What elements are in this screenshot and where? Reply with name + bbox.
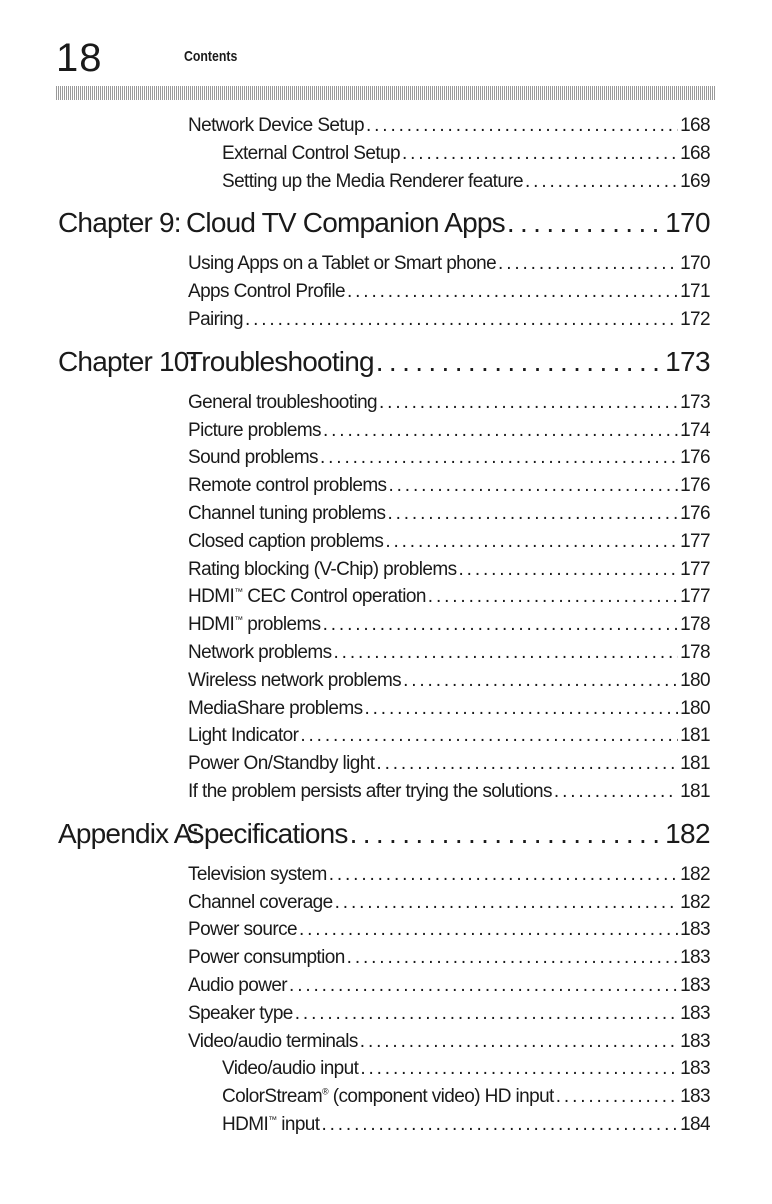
dot-leader [347,278,678,306]
toc-entry[interactable] [188,278,710,306]
toc-entry[interactable] [188,472,710,500]
toc-entry-text: Television system [188,863,327,885]
toc-page-number: 170 [663,195,710,250]
dot-leader [321,1111,678,1139]
dot-leader [385,528,678,556]
toc-entry-text: Wireless network problems [188,669,402,691]
dot-leader [295,1000,678,1028]
toc-entry-text: Light Indicator [188,725,299,747]
dot-leader [245,306,678,334]
dot-leader [556,1083,678,1111]
toc-entry-title [188,695,364,723]
toc-entry-title [188,861,329,889]
toc-entry[interactable] [222,1111,710,1139]
toc-entry[interactable] [188,861,710,889]
toc-entry-title [188,112,366,140]
toc-page-number: 177 [678,556,710,584]
toc-entry-text: General troubleshooting [188,391,378,413]
dot-leader [360,1055,678,1083]
dot-leader [388,472,678,500]
toc-page-number: 169 [678,168,710,196]
toc-entry-text: Rating blocking (V-Chip) problems [188,558,457,580]
toc-page-number: 183 [678,916,710,944]
toc-page-number: 184 [678,1111,710,1139]
toc-entry-text-continued: CEC Control operation [242,586,426,608]
toc-entry[interactable] [188,250,710,278]
toc-page-number: 176 [678,500,710,528]
toc-entry-title [188,889,335,917]
toc-entry-title [222,1083,556,1111]
toc-entry[interactable] [188,667,710,695]
dot-leader [300,722,678,750]
toc-entry[interactable] [188,778,710,806]
toc-entry-text: Remote control problems [188,475,387,497]
toc-entry-text: ColorStream [222,1086,323,1108]
chapter-label: Chapter 10: [58,345,196,377]
toc-page-number: 181 [678,722,710,750]
toc-page-number: 168 [678,112,710,140]
toc-page-number: 183 [678,1000,710,1028]
toc-entry[interactable] [188,556,710,584]
toc-page-number: 177 [678,583,710,611]
toc-entry-text: Setting up the Media Renderer feature [222,170,524,192]
toc-page-number: 178 [678,639,710,667]
toc-entry-text: External Control Setup [222,142,400,164]
dot-leader [507,195,663,250]
toc-entry-title [222,1111,321,1139]
toc-entry-text: Power consumption [188,947,345,969]
toc-page-number: 180 [678,667,710,695]
toc-entry[interactable] [222,168,710,196]
toc-entry[interactable] [188,639,710,667]
toc-page-number: 174 [678,417,710,445]
toc-entry[interactable] [188,583,710,611]
toc-entry[interactable] [188,972,710,1000]
toc-entry-text: Picture problems [188,419,321,441]
toc-entry-text: Using Apps on a Tablet or Smart phone [188,253,497,275]
toc-entry-text: Power source [188,919,297,941]
toc-entry-title [188,556,459,584]
section-title: Contents [184,48,238,65]
dot-leader [376,750,678,778]
toc-entry-title [222,1055,360,1083]
chapter-heading [58,195,507,250]
toc-entry[interactable] [222,140,710,168]
trademark-mark: ™ [268,1114,277,1125]
toc-entry[interactable] [188,944,710,972]
toc-page-number: 183 [678,1083,710,1111]
toc-entry-title [188,417,323,445]
toc-chapter-entry[interactable] [58,806,710,861]
toc-entry-title [188,611,323,639]
toc-entry[interactable] [188,112,710,140]
toc-entry-title [222,168,525,196]
toc-entry-title [188,583,428,611]
dot-leader [320,444,678,472]
toc-page-number: 170 [678,250,710,278]
toc-entry[interactable] [188,916,710,944]
chapter-label: Appendix A: [58,817,199,849]
toc-entry[interactable] [188,1000,710,1028]
toc-entry-title [188,444,320,472]
trademark-mark: ™ [234,587,243,598]
dot-leader [459,556,679,584]
toc-entry[interactable] [188,444,710,472]
dot-leader [299,916,678,944]
trademark-mark: ® [322,1086,329,1097]
toc-entry-title [188,778,554,806]
chapter-title: Cloud TV Companion Apps [186,207,505,239]
toc-entry-text-continued: problems [242,614,321,636]
chapter-title: Specifications [186,817,348,849]
toc-entry-title [188,750,376,778]
toc-entry-title [188,972,289,1000]
toc-entry[interactable] [188,1028,710,1056]
toc-page-number: 173 [678,389,710,417]
dot-leader [335,889,678,917]
toc-entry-title [188,1000,295,1028]
dot-leader [366,112,678,140]
toc-entry-text-continued: input [276,1113,320,1135]
dot-leader [329,861,678,889]
toc-entry-title [188,722,300,750]
toc-page-number: 173 [663,334,710,389]
toc-page-number: 181 [678,778,710,806]
toc-page-number: 180 [678,695,710,723]
page-header [56,36,716,80]
page-number: 18 [56,36,103,80]
toc-entry-title [188,250,498,278]
toc-page-number: 183 [678,972,710,1000]
toc-page-number: 178 [678,611,710,639]
dot-leader [364,695,678,723]
toc-entry-text-continued: (component video) HD input [328,1086,554,1108]
toc-entry[interactable] [188,889,710,917]
toc-page-number: 171 [678,278,710,306]
toc-page-number: 183 [678,944,710,972]
chapter-title: Troubleshooting [186,345,374,377]
toc-entry-title [188,1028,360,1056]
toc-page-number: 176 [678,472,710,500]
trademark-mark: ™ [234,614,243,625]
toc-entry-text: Channel coverage [188,891,333,913]
toc-entry-title [188,944,347,972]
toc-entry[interactable] [188,389,710,417]
dot-leader [376,334,663,389]
toc-entry-text: HDMI [188,586,235,608]
toc-entry-title [188,306,245,334]
toc-entry-title [188,472,388,500]
toc-page-number: 172 [678,306,710,334]
toc-entry-text: Apps Control Profile [188,281,345,303]
chapter-label: Chapter 9: [58,207,181,239]
toc-entry[interactable] [188,722,710,750]
chapter-heading [58,334,376,389]
toc-entry-text: Pairing [188,308,243,330]
toc-entry-text: HDMI [222,1113,269,1135]
toc-entry-text: Speaker type [188,1002,293,1024]
toc-entry-text: Closed caption problems [188,530,384,552]
toc-entry-title [188,389,379,417]
dot-leader [402,140,678,168]
toc-entry-title [188,528,385,556]
dot-leader [289,972,678,1000]
toc-entry-text: Network problems [188,641,332,663]
toc-entry-text: Channel tuning problems [188,502,386,524]
table-of-contents [58,112,710,1139]
toc-entry[interactable] [188,611,710,639]
toc-entry-text: HDMI [188,614,235,636]
dot-leader [360,1028,678,1056]
dot-leader [379,389,678,417]
toc-entry-text: Video/audio input [222,1058,359,1080]
toc-entry-text: Sound problems [188,447,318,469]
toc-entry[interactable] [222,1083,710,1111]
toc-entry[interactable] [222,1055,710,1083]
toc-entry-title [222,140,402,168]
dot-leader [428,583,678,611]
dot-leader [347,944,678,972]
toc-entry[interactable] [188,528,710,556]
toc-entry-title [188,667,403,695]
toc-chapter-entry[interactable] [58,334,710,389]
toc-entry-title [188,500,387,528]
toc-entry-text: Audio power [188,974,288,996]
toc-page-number: 181 [678,750,710,778]
dot-leader [323,611,679,639]
toc-page-number: 177 [678,528,710,556]
toc-entry-title [188,278,347,306]
toc-entry-text: Video/audio terminals [188,1030,358,1052]
dot-leader [498,250,678,278]
toc-entry-title [188,639,334,667]
toc-page-number: 183 [678,1055,710,1083]
header-divider [56,86,716,100]
toc-page-number: 183 [678,1028,710,1056]
toc-entry[interactable] [188,306,710,334]
toc-page-number: 182 [678,889,710,917]
toc-page-number: 182 [663,806,710,861]
toc-chapter-entry[interactable] [58,195,710,250]
toc-page-number: 168 [678,140,710,168]
toc-entry-text: Network Device Setup [188,115,364,136]
toc-page-number: 182 [678,861,710,889]
toc-entry-text: Power On/Standby light [188,753,375,775]
dot-leader [525,168,678,196]
toc-entry[interactable] [188,695,710,723]
dot-leader [403,667,678,695]
dot-leader [323,417,678,445]
chapter-heading [58,806,350,861]
dot-leader [387,500,678,528]
toc-page-number: 176 [678,444,710,472]
dot-leader [350,806,664,861]
toc-entry[interactable] [188,500,710,528]
dot-leader [334,639,679,667]
toc-entry-text: If the problem persists after trying the solutions [188,780,552,802]
toc-entry-text: MediaShare problems [188,697,363,719]
toc-entry-title [188,916,299,944]
toc-entry[interactable] [188,417,710,445]
dot-leader [554,778,678,806]
toc-entry[interactable] [188,750,710,778]
